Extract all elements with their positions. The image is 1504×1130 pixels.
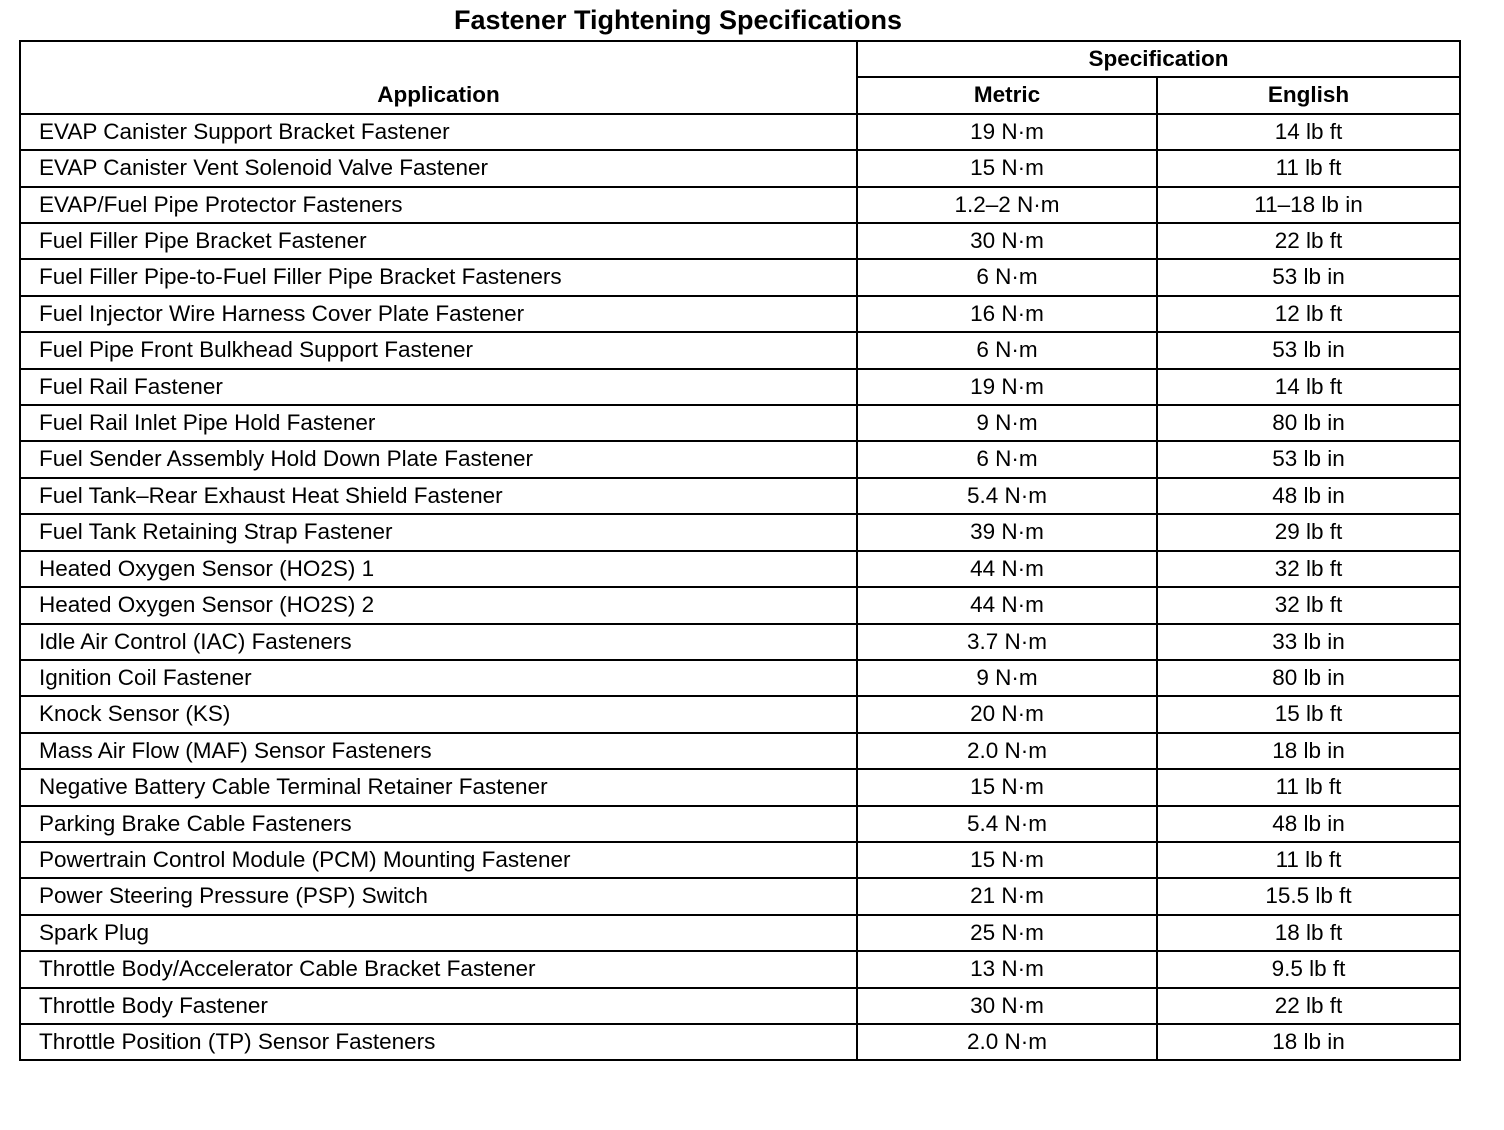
- metric-cell: 19 N·m: [857, 114, 1157, 150]
- table-row: [20, 296, 1460, 332]
- application-cell: Fuel Tank–Rear Exhaust Heat Shield Fastener: [20, 478, 857, 514]
- english-cell: 53 lb in: [1157, 259, 1460, 295]
- english-cell: 14 lb ft: [1157, 114, 1460, 150]
- table-row: [20, 405, 1460, 441]
- table-row: [20, 696, 1460, 732]
- application-cell: Fuel Pipe Front Bulkhead Support Fastener: [20, 332, 857, 368]
- header-row-top: [20, 41, 1460, 77]
- application-cell: EVAP Canister Vent Solenoid Valve Fastener: [20, 150, 857, 186]
- application-cell: Fuel Injector Wire Harness Cover Plate Fastener: [20, 296, 857, 332]
- metric-cell: 21 N·m: [857, 878, 1157, 914]
- application-cell: Fuel Rail Fastener: [20, 369, 857, 405]
- application-cell: Mass Air Flow (MAF) Sensor Fasteners: [20, 733, 857, 769]
- application-header: Application: [20, 41, 857, 114]
- table-row: [20, 624, 1460, 660]
- english-cell: 22 lb ft: [1157, 988, 1460, 1024]
- metric-cell: 5.4 N·m: [857, 478, 1157, 514]
- english-cell: 22 lb ft: [1157, 223, 1460, 259]
- application-cell: Fuel Sender Assembly Hold Down Plate Fastener: [20, 441, 857, 477]
- table-row: [20, 878, 1460, 914]
- english-cell: 48 lb in: [1157, 806, 1460, 842]
- application-cell: Fuel Filler Pipe Bracket Fastener: [20, 223, 857, 259]
- english-cell: 18 lb in: [1157, 1024, 1460, 1060]
- metric-cell: 39 N·m: [857, 514, 1157, 550]
- application-cell: Heated Oxygen Sensor (HO2S) 1: [20, 551, 857, 587]
- metric-cell: 25 N·m: [857, 915, 1157, 951]
- english-cell: 32 lb ft: [1157, 551, 1460, 587]
- metric-cell: 44 N·m: [857, 551, 1157, 587]
- application-cell: Fuel Rail Inlet Pipe Hold Fastener: [20, 405, 857, 441]
- table-row: [20, 150, 1460, 186]
- metric-cell: 15 N·m: [857, 769, 1157, 805]
- table-row: [20, 478, 1460, 514]
- application-cell: Parking Brake Cable Fasteners: [20, 806, 857, 842]
- english-cell: 33 lb in: [1157, 624, 1460, 660]
- english-cell: 18 lb in: [1157, 733, 1460, 769]
- english-header: English: [1157, 77, 1460, 113]
- metric-cell: 20 N·m: [857, 696, 1157, 732]
- application-cell: EVAP Canister Support Bracket Fastener: [20, 114, 857, 150]
- table-row: [20, 223, 1460, 259]
- metric-cell: 30 N·m: [857, 988, 1157, 1024]
- english-cell: 9.5 lb ft: [1157, 951, 1460, 987]
- page-title: Fastener Tightening Specifications: [453, 5, 903, 35]
- spec-table: [19, 40, 1461, 1061]
- english-cell: 15.5 lb ft: [1157, 878, 1460, 914]
- table-row: [20, 514, 1460, 550]
- metric-cell: 19 N·m: [857, 369, 1157, 405]
- application-cell: Powertrain Control Module (PCM) Mounting Fastener: [20, 842, 857, 878]
- metric-cell: 44 N·m: [857, 587, 1157, 623]
- metric-header: Metric: [857, 77, 1157, 113]
- table-row: [20, 1024, 1460, 1060]
- table-row: [20, 806, 1460, 842]
- application-cell: Throttle Position (TP) Sensor Fasteners: [20, 1024, 857, 1060]
- application-cell: Negative Battery Cable Terminal Retainer Fastener: [20, 769, 857, 805]
- application-cell: Spark Plug: [20, 915, 857, 951]
- metric-cell: 2.0 N·m: [857, 733, 1157, 769]
- table-row: [20, 441, 1460, 477]
- english-cell: 11–18 lb in: [1157, 187, 1460, 223]
- metric-cell: 2.0 N·m: [857, 1024, 1157, 1060]
- application-cell: Knock Sensor (KS): [20, 696, 857, 732]
- table-row: [20, 915, 1460, 951]
- table-row: [20, 951, 1460, 987]
- table-row: [20, 842, 1460, 878]
- english-cell: 11 lb ft: [1157, 769, 1460, 805]
- table-row: [20, 369, 1460, 405]
- english-cell: 53 lb in: [1157, 332, 1460, 368]
- metric-cell: 3.7 N·m: [857, 624, 1157, 660]
- table-body: [20, 114, 1460, 1061]
- metric-cell: 6 N·m: [857, 332, 1157, 368]
- application-cell: Heated Oxygen Sensor (HO2S) 2: [20, 587, 857, 623]
- metric-cell: 9 N·m: [857, 405, 1157, 441]
- table-row: [20, 769, 1460, 805]
- application-cell: Ignition Coil Fastener: [20, 660, 857, 696]
- metric-cell: 9 N·m: [857, 660, 1157, 696]
- table-row: [20, 114, 1460, 150]
- english-cell: 12 lb ft: [1157, 296, 1460, 332]
- table-header: [20, 41, 1460, 114]
- application-cell: Idle Air Control (IAC) Fasteners: [20, 624, 857, 660]
- metric-cell: 30 N·m: [857, 223, 1157, 259]
- metric-cell: 15 N·m: [857, 150, 1157, 186]
- table-row: [20, 551, 1460, 587]
- table-row: [20, 332, 1460, 368]
- english-cell: 11 lb ft: [1157, 150, 1460, 186]
- table-row: [20, 187, 1460, 223]
- metric-cell: 5.4 N·m: [857, 806, 1157, 842]
- metric-cell: 13 N·m: [857, 951, 1157, 987]
- application-cell: Fuel Filler Pipe-to-Fuel Filler Pipe Bracket Fasteners: [20, 259, 857, 295]
- english-cell: 80 lb in: [1157, 405, 1460, 441]
- english-cell: 80 lb in: [1157, 660, 1460, 696]
- table-row: [20, 259, 1460, 295]
- table-row: [20, 988, 1460, 1024]
- english-cell: 53 lb in: [1157, 441, 1460, 477]
- english-cell: 15 lb ft: [1157, 696, 1460, 732]
- english-cell: 18 lb ft: [1157, 915, 1460, 951]
- application-cell: Throttle Body/Accelerator Cable Bracket Fastener: [20, 951, 857, 987]
- english-cell: 14 lb ft: [1157, 369, 1460, 405]
- application-cell: Power Steering Pressure (PSP) Switch: [20, 878, 857, 914]
- table-row: [20, 733, 1460, 769]
- table-row: [20, 660, 1460, 696]
- application-cell: Throttle Body Fastener: [20, 988, 857, 1024]
- table-row: [20, 587, 1460, 623]
- application-cell: Fuel Tank Retaining Strap Fastener: [20, 514, 857, 550]
- metric-cell: 6 N·m: [857, 259, 1157, 295]
- metric-cell: 16 N·m: [857, 296, 1157, 332]
- metric-cell: 15 N·m: [857, 842, 1157, 878]
- metric-cell: 6 N·m: [857, 441, 1157, 477]
- application-cell: EVAP/Fuel Pipe Protector Fasteners: [20, 187, 857, 223]
- english-cell: 11 lb ft: [1157, 842, 1460, 878]
- english-cell: 32 lb ft: [1157, 587, 1460, 623]
- english-cell: 29 lb ft: [1157, 514, 1460, 550]
- metric-cell: 1.2–2 N·m: [857, 187, 1157, 223]
- specification-header: Specification: [857, 41, 1460, 77]
- english-cell: 48 lb in: [1157, 478, 1460, 514]
